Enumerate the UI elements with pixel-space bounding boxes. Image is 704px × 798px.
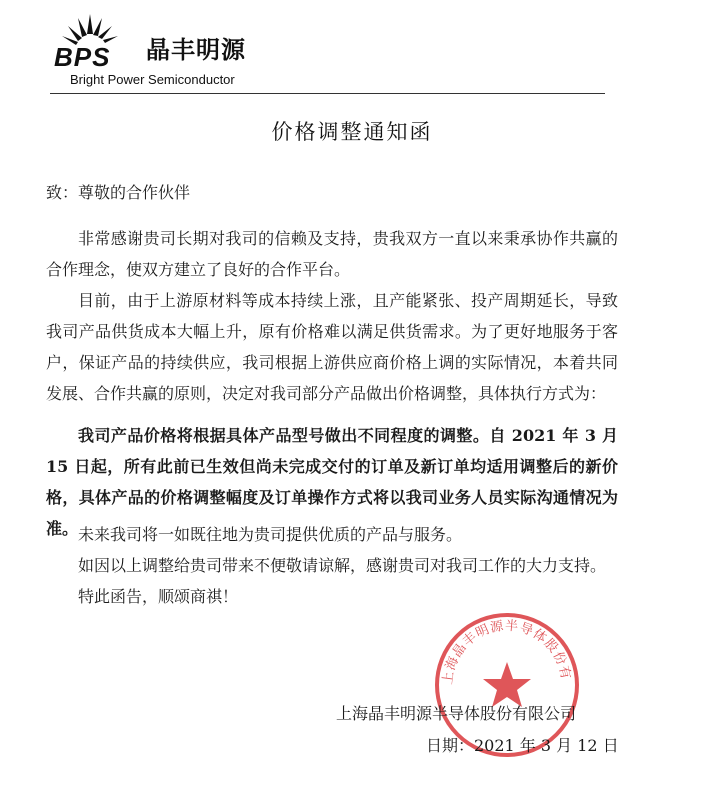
paragraph-reason: 目前，由于上游原材料等成本持续上涨，且产能紧张、投产周期延长，导致我司产品供货成本大幅上升，原有价格难以满足供货需求。为了更好地服务于客户，保证产品的持续供应，我司根据上游供应商价格上调的实际情况，本着共同发展、合作共赢的原则，决定对我司部分产品做出价格调整，具体执行方式为：: [46, 291, 618, 403]
svg-text:上海晶丰明源半导体股份有限公司: 上海晶丰明源半导体股份有: [440, 618, 574, 686]
company-logo: [50, 8, 140, 70]
signature-date: 日期：2021 年 3 月 12 日: [426, 736, 619, 755]
paragraph-thanks: 非常感谢贵司长期对我司的信赖及支持，贵我双方一直以来秉承协作共赢的合作理念，使双方建立了良好的合作平台。: [46, 229, 618, 279]
paragraph-apology: 如因以上调整给贵司带来不便敬请谅解，感谢贵司对我司工作的大力支持。: [78, 556, 607, 575]
logo-wordmark: BPS: [54, 42, 111, 70]
document-title: 价格调整通知函: [271, 120, 433, 144]
paragraph-adjustment: 我司产品价格将根据具体产品型号做出不同程度的调整。自 2021 年 3 月 15 日起，所有此前已生效但尚未完成交付的订单及新订单均适用调整后的新价格，具体产品的价格调整幅度及订单操作方式将以我司业务人员实际沟通情况为准。: [46, 426, 618, 538]
paragraph-future: 未来我司将一如既往地为贵司提供优质的产品与服务。: [78, 525, 463, 544]
company-name-cn: 晶丰明源: [146, 36, 246, 64]
company-name-en: Bright Power Semiconductor: [70, 72, 235, 87]
header-divider: [50, 93, 605, 94]
greeting: 致：尊敬的合作伙伴: [46, 183, 191, 202]
paragraph-closing: 特此函告，顺颂商祺！: [78, 587, 239, 606]
signature-company: 上海晶丰明源半导体股份有限公司: [336, 704, 577, 723]
